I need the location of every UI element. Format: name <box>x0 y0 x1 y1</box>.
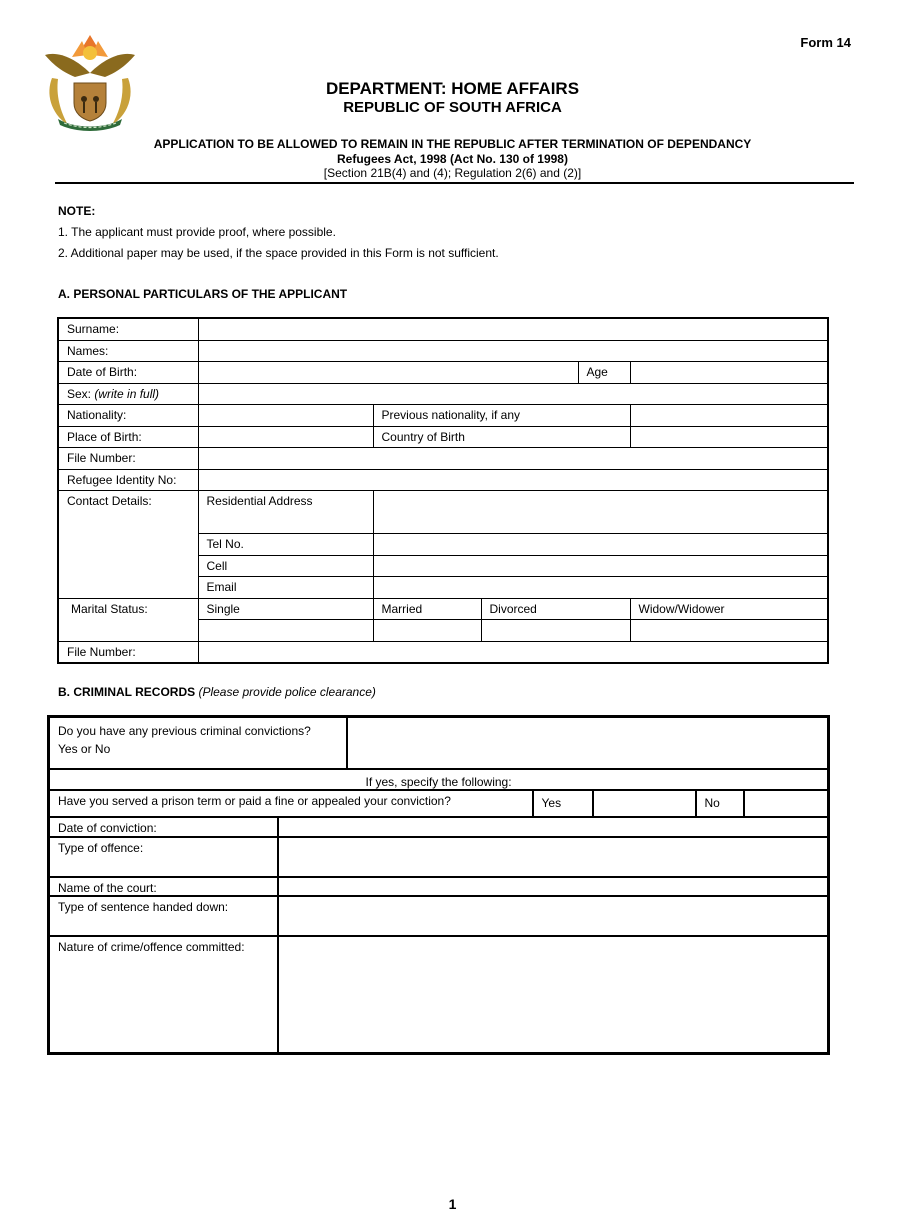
dob-label: Date of Birth: <box>58 361 198 383</box>
date-of-conviction-label: Date of conviction: <box>49 817 278 837</box>
file-number-2-label: File Number: <box>58 641 198 663</box>
previous-convictions-field[interactable] <box>347 717 829 769</box>
no-field[interactable] <box>744 790 829 817</box>
divorced-label: Divorced <box>481 598 630 619</box>
page-number: 1 <box>448 1196 457 1212</box>
names-label: Names: <box>58 340 198 361</box>
marital-status-label: Marital Status: <box>58 598 198 641</box>
email-field[interactable] <box>373 576 828 598</box>
previous-convictions-question: Do you have any previous criminal convictions? <box>58 724 311 738</box>
age-label: Age <box>578 361 630 383</box>
nationality-field[interactable] <box>198 404 373 426</box>
dob-field[interactable] <box>198 361 578 383</box>
yes-or-no-hint: Yes or No <box>58 742 111 756</box>
name-of-court-label: Name of the court: <box>49 877 278 896</box>
sex-field[interactable] <box>198 383 828 404</box>
married-field[interactable] <box>373 619 481 641</box>
previous-convictions-label <box>49 717 347 769</box>
rising-sun <box>72 35 108 60</box>
department-title: DEPARTMENT: HOME AFFAIRS <box>325 79 580 98</box>
criminal-records-table <box>47 715 830 1055</box>
tel-label: Tel No. <box>198 533 373 555</box>
note-heading: NOTE: <box>58 204 96 218</box>
previous-nationality-field[interactable] <box>630 404 828 426</box>
widow-field[interactable] <box>630 619 828 641</box>
yes-label: Yes <box>533 790 593 817</box>
email-label: Email <box>198 576 373 598</box>
contact-details-label: Contact Details: <box>58 490 198 598</box>
cell-field[interactable] <box>373 555 828 576</box>
file-number-field[interactable] <box>198 447 828 469</box>
residential-address-field[interactable] <box>373 490 828 533</box>
age-field[interactable] <box>630 361 828 383</box>
country-of-birth-field[interactable] <box>630 426 828 447</box>
refugee-id-field[interactable] <box>198 469 828 490</box>
surname-label: Surname: <box>58 318 198 340</box>
section-b-hint: (Please provide police clearance) <box>198 685 376 699</box>
header-divider <box>55 182 854 184</box>
yes-field[interactable] <box>593 790 696 817</box>
married-label: Married <box>373 598 481 619</box>
section-b-heading <box>58 685 376 699</box>
file-number-2-field[interactable] <box>198 641 828 663</box>
application-title: APPLICATION TO BE ALLOWED TO REMAIN IN THE REPUBLIC AFTER TERMINATION OF DEPENDANCY <box>153 137 752 151</box>
type-of-sentence-field[interactable] <box>278 896 829 936</box>
section-b-heading-text: B. CRIMINAL RECORDS <box>58 685 196 699</box>
residential-address-label: Residential Address <box>198 490 373 533</box>
widow-label: Widow/Widower <box>630 598 828 619</box>
section-a-heading: A. PERSONAL PARTICULARS OF THE APPLICANT <box>58 287 348 301</box>
nature-of-crime-label: Nature of crime/offence committed: <box>49 936 278 1054</box>
republic-title: REPUBLIC OF SOUTH AFRICA <box>343 99 562 116</box>
served-prison-label: Have you served a prison term or paid a fine or appealed your conviction? <box>49 790 533 817</box>
place-of-birth-field[interactable] <box>198 426 373 447</box>
place-of-birth-label: Place of Birth: <box>58 426 198 447</box>
file-number-label: File Number: <box>58 447 198 469</box>
sex-label <box>58 383 198 404</box>
type-of-sentence-label: Type of sentence handed down: <box>49 896 278 936</box>
tel-field[interactable] <box>373 533 828 555</box>
single-label: Single <box>198 598 373 619</box>
surname-field[interactable] <box>198 318 828 340</box>
refugee-id-label: Refugee Identity No: <box>58 469 198 490</box>
note-item-2: 2. Additional paper may be used, if the space provided in this Form is not sufficient. <box>58 246 499 260</box>
names-field[interactable] <box>198 340 828 361</box>
section-reference: [Section 21B(4) and (4); Regulation 2(6) and (2)] <box>323 166 582 180</box>
personal-particulars-table <box>57 317 829 664</box>
note-item-1: 1. The applicant must provide proof, where possible. <box>58 225 336 239</box>
type-of-offence-field[interactable] <box>278 837 829 877</box>
single-field[interactable] <box>198 619 373 641</box>
country-of-birth-label: Country of Birth <box>373 426 630 447</box>
nationality-label: Nationality: <box>58 404 198 426</box>
if-yes-instruction: If yes, specify the following: <box>49 769 829 790</box>
date-of-conviction-field[interactable] <box>278 817 829 837</box>
type-of-offence-label: Type of offence: <box>49 837 278 877</box>
sex-label-text: Sex: <box>67 386 92 401</box>
act-reference: Refugees Act, 1998 (Act No. 130 of 1998) <box>337 152 568 166</box>
name-of-court-field[interactable] <box>278 877 829 896</box>
divorced-field[interactable] <box>481 619 630 641</box>
form-number: Form 14 <box>800 35 851 50</box>
nature-of-crime-field[interactable] <box>278 936 829 1054</box>
cell-label: Cell <box>198 555 373 576</box>
sex-hint: (write in full) <box>94 386 160 401</box>
previous-nationality-label: Previous nationality, if any <box>373 404 630 426</box>
no-label: No <box>696 790 744 817</box>
